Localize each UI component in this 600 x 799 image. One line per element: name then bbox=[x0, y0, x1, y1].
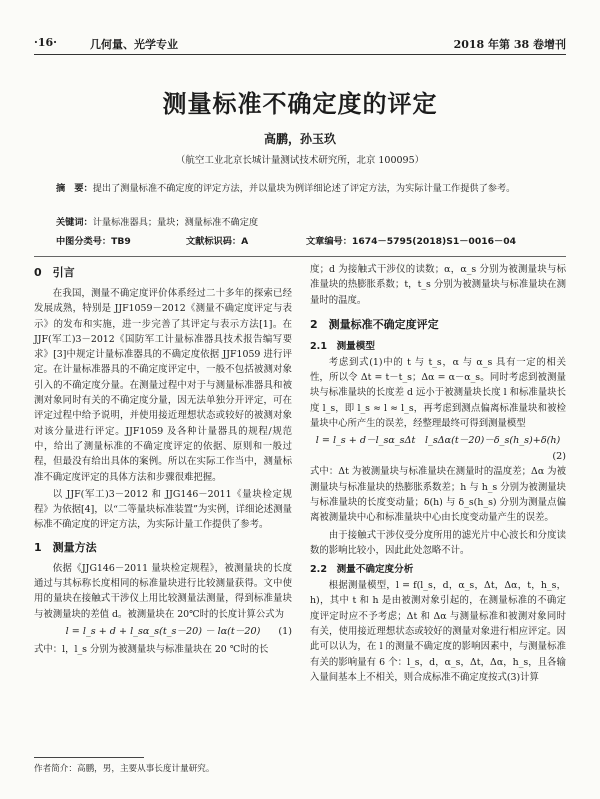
equation-1-number: (1) bbox=[278, 625, 292, 637]
equation-2 bbox=[310, 433, 566, 448]
right-column bbox=[310, 262, 566, 687]
keywords-label: 关键词： bbox=[56, 217, 93, 228]
continued-paragraph: 度；d 为接触式干涉仪的读数；α，α_s 分别为被测量块与标准量块的热膨胀系数；t，t_s 分别为被测量块与标准量块在测量时的温度。 bbox=[310, 264, 566, 306]
doc-code: 文献标识码：A bbox=[186, 236, 249, 247]
section-0-heading: 0 引言 bbox=[34, 266, 75, 279]
method-paragraph-2: 式中：l，l_s 分别为被测量块与标准量块在 20 ℃时的长 bbox=[34, 643, 269, 655]
abstract-text: 提出了测量标准不确定度的评定方法，并以量块为例详细论述了评定方法，为实际计量工作提供了参考。 bbox=[92, 183, 516, 194]
analysis-paragraph: 根据测量模型，l = f(l_s，d，α_s，Δt，Δα，t，h_s，h)，其中 t 和 h 是由被测对象引起的，在测量标准的不确定度评定时应不予考虑；Δt 和 Δα 与测量标准和被测对象同时有关，使用接近理想状态或较好的测量对象进行相应评定。因此可以认为，在 l 的测量不确定度的影响因素中，与测量标准有关的影响量有 6 个：l_s，d，α_s，Δt，Δα，h_s，且各输入量间基本上不相关，则合成标准不确定度按式(3)计算 bbox=[310, 580, 566, 683]
equation-2-number: (2) bbox=[552, 451, 566, 463]
paper-title: 测量标准不确定度的评定 bbox=[162, 90, 438, 118]
section-2-2-heading: 2.2 测量不确定度分析 bbox=[310, 564, 414, 576]
method-paragraph-1: 依据《JJG146－2011 量块检定规程》，被测量块的长度通过与其标称长度相同的标准量块进行比较测量获得。文中使用的量块在接触式干涉仪上用比较测量法测量，得到标准量块与被测量块的差值 d。被测量块在 20℃时的长度计算公式为 bbox=[34, 562, 292, 620]
column-name: 几何量、光学专业 bbox=[90, 38, 178, 51]
model-paragraph-2: 式中：Δt 为被测量块与标准量块在测量时的温度差；Δα 为被测量块与标准量块的热膨胀系数差；h 与 h_s 分别为被测量块与标准量块的长度变动量；δ(h) 与 δ_s(h_s) 分别为测量点偏离被测量块中心和标准量块中心由长度变动量产生的误差。 bbox=[310, 466, 566, 524]
abstract-label: 摘 要： bbox=[56, 183, 93, 194]
divider bbox=[34, 256, 566, 257]
authors: 高鹏，孙玉玖 bbox=[263, 132, 336, 146]
section-2-heading: 2 测量标准不确定度评定 bbox=[310, 317, 439, 331]
affiliation: （航空工业北京长城计量测试技术研究所，北京 100095） bbox=[175, 155, 425, 166]
classification-line bbox=[56, 234, 560, 249]
intro-paragraph-2: 以 JJF(军工)3－2012 和 JJG146－2011《量块检定规程》为依据[4]，以“二等量块标准装置”为实例，详细论述测量标准不确定度的评定方法，为实际计量工作提供了参考。 bbox=[34, 488, 292, 531]
equation-2-body: l = l_s + d－l_sα_sΔt l_sΔα(t－20)－δ_s(h_s)+δ(h) bbox=[315, 435, 561, 447]
keywords-text: 计量标准器具；量块；测量标准不确定度 bbox=[92, 217, 259, 228]
clc-number: 中图分类号：TB9 bbox=[56, 236, 131, 247]
equation-1 bbox=[34, 624, 292, 639]
model-paragraph-1: 考虑到式(1)中的 t 与 t_s，α 与 α_s 具有一定的相关性，所以令 Δt = t－t_s；Δα = α－α_s。同时考虑到被测量块与标准量块的长度差 d 远小于被测量块长度 l 和标准量块长度 l_s，即 l_s ≈ l ≈ l_s，再考虑到测点偏离标准量块和被检量块中心所产生的误差，经整理最终可得到测量模型 bbox=[310, 356, 566, 430]
section-1-heading: 1 测量方法 bbox=[34, 540, 97, 554]
section-2-1-heading: 2.1 测量模型 bbox=[310, 340, 375, 352]
left-column bbox=[34, 262, 292, 659]
abstract bbox=[56, 181, 560, 196]
footnote-rule bbox=[34, 757, 144, 758]
page-number: ·16· bbox=[34, 36, 57, 49]
model-paragraph-3: 由于接触式干涉仪受分度所用的滤光片中心波长和分度读数的影响比较小，因此此处忽略不计。 bbox=[310, 529, 566, 556]
running-header bbox=[34, 36, 566, 55]
intro-paragraph-1: 在我国，测量不确定度评价体系经过二十多年的探索已经发展成熟，特别是 JJF1059－2012《测量不确定度评定与表示》的发布和实施，进一步完善了其评定与表示方法[1]。在 JJF(军工)3－2012《国防军工计量标准器具技术报告编写要求》[3]中规定计量标准器具的不确定度依据 JJF1059 进行评定。在计量标准器具的不确定度评定中，一般不包括被测对象引入的不确定度分量。在测量过程中对于与测量标准器具和被测对象同时有关的不确定度分量，因无法单独分开评定，可在评定过程中给予说明，并使用接近理想状态或较好的被测对象对该分量进行评定。JJF1059 及各种计量器具的规程/规范中，给出了测量标准的不确定度评定的依据、原则和一般过程，但最没有给出具体的案例。所以在实际工作当中，测量标准不确定度评定的具体方法和步骤很难把握。 bbox=[34, 288, 292, 483]
issue-info: 2018 年第 38 卷增刊 bbox=[453, 38, 566, 51]
equation-1-body: l = l_s + d + l_sα_s(t_s－20) － lα(t－20) bbox=[65, 625, 261, 637]
article-number: 文章编号：1674－5795(2018)S1－0016－04 bbox=[306, 236, 516, 247]
author-footnote: 作者简介：高鹏，男，主要从事长度计量研究。 bbox=[34, 764, 215, 774]
keywords bbox=[56, 215, 560, 230]
